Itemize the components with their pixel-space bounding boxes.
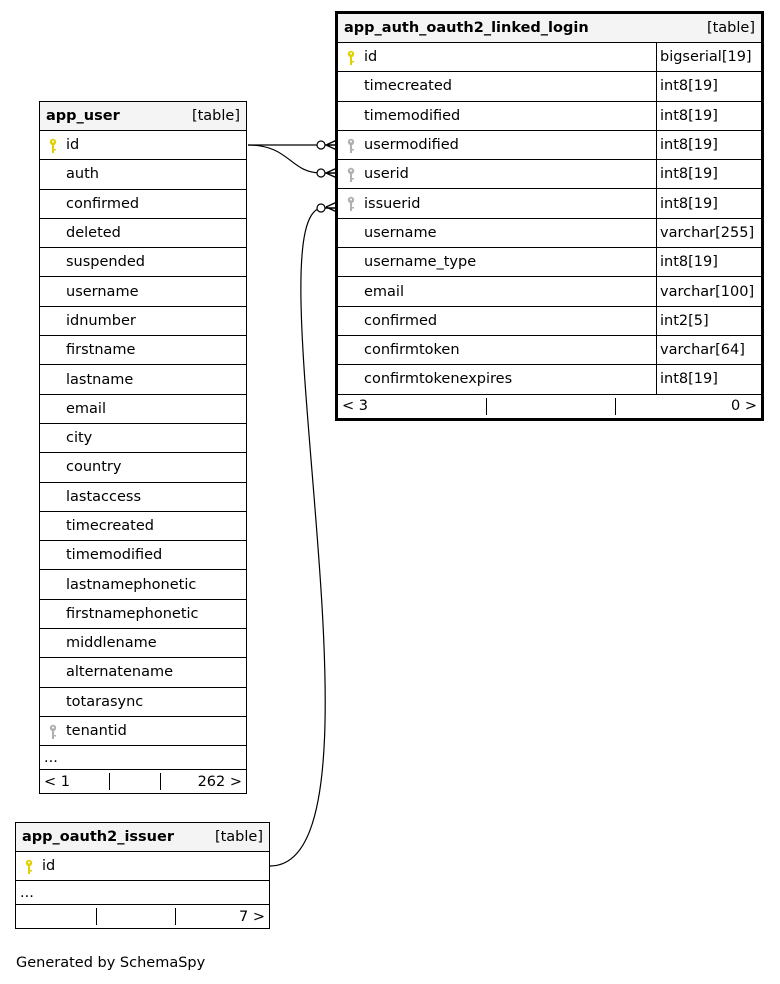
crowfoot-userid [317, 168, 337, 178]
children-count[interactable]: 7 > [239, 908, 265, 925]
column-name: confirmed [66, 195, 140, 212]
column-row[interactable] [40, 190, 246, 219]
crowfoot-usermodified [317, 140, 337, 150]
column-name: timecreated [364, 78, 452, 95]
table-footer [16, 905, 269, 928]
column-row[interactable] [338, 219, 761, 248]
column-name: userid [364, 166, 409, 183]
column-name: middlename [66, 635, 157, 652]
column-name: email [66, 400, 106, 417]
generated-by-label: Generated by SchemaSpy [16, 955, 206, 971]
table-kind: [table] [706, 20, 755, 36]
column-name: id [66, 137, 80, 154]
table-name: app_oauth2_issuer [22, 829, 174, 845]
column-name: username [364, 224, 437, 241]
column-row[interactable] [40, 600, 246, 629]
column-name: lastname [66, 371, 134, 388]
column-row[interactable] [40, 570, 246, 599]
footer-middle [110, 770, 160, 793]
column-type: int8[19] [656, 131, 761, 159]
table-oauth2-issuer[interactable] [15, 822, 270, 929]
column-name: lastnamephonetic [66, 576, 197, 593]
column-type: varchar[255] [656, 219, 761, 247]
column-row[interactable] [338, 189, 761, 218]
primary-key-icon [24, 859, 34, 875]
column-row[interactable] [40, 688, 246, 717]
column-name: city [66, 430, 93, 447]
foreign-key-icon [48, 724, 58, 740]
column-row[interactable] [338, 277, 761, 306]
column-row[interactable] [40, 453, 246, 482]
footer-middle [97, 905, 175, 928]
column-name: usermodified [364, 137, 459, 154]
column-type: varchar[100] [656, 277, 761, 305]
column-name: alternatename [66, 664, 174, 681]
column-row[interactable] [40, 336, 246, 365]
column-row[interactable] [338, 72, 761, 101]
column-name: username_type [364, 254, 477, 271]
column-type: varchar[64] [656, 336, 761, 364]
column-type: int2[5] [656, 307, 761, 335]
table-app-user[interactable] [39, 101, 247, 794]
column-row[interactable] [338, 248, 761, 277]
column-type: int8[19] [656, 102, 761, 130]
column-row[interactable] [40, 512, 246, 541]
column-type: int8[19] [656, 72, 761, 100]
relation-userid-line [248, 145, 321, 173]
column-type: int8[19] [656, 189, 761, 217]
column-row[interactable] [40, 219, 246, 248]
column-type: int8[19] [656, 248, 761, 276]
column-row[interactable] [40, 717, 246, 746]
table-linked-login[interactable] [335, 11, 764, 421]
more-columns[interactable]: ... [16, 881, 269, 905]
column-row[interactable] [338, 43, 761, 72]
foreign-key-icon [346, 167, 356, 183]
column-name: timemodified [364, 107, 461, 124]
parents-count[interactable]: < 1 [44, 773, 70, 790]
column-name: issuerid [364, 195, 421, 212]
column-name: id [364, 49, 378, 66]
foreign-key-icon [346, 196, 356, 212]
column-name: confirmtokenexpires [364, 371, 513, 388]
column-row[interactable] [338, 131, 761, 160]
table-kind: [table] [191, 108, 240, 124]
table-kind: [table] [214, 829, 263, 845]
column-name: timemodified [66, 547, 163, 564]
column-name: email [364, 283, 404, 300]
column-row[interactable] [40, 541, 246, 570]
crowfoot-issuerid [317, 202, 337, 212]
column-name: country [66, 459, 122, 476]
column-row[interactable] [338, 160, 761, 189]
column-name: lastaccess [66, 488, 142, 505]
column-row[interactable] [338, 336, 761, 365]
more-columns[interactable]: ... [40, 746, 246, 770]
column-name: idnumber [66, 312, 136, 329]
column-row[interactable] [338, 307, 761, 336]
column-type: int8[19] [656, 160, 761, 188]
relation-issuerid-line [270, 208, 325, 866]
column-row[interactable] [40, 658, 246, 687]
column-row[interactable] [40, 395, 246, 424]
footer-middle [487, 395, 615, 418]
column-row[interactable] [16, 852, 269, 881]
column-row[interactable] [40, 277, 246, 306]
column-row[interactable] [338, 102, 761, 131]
column-name: deleted [66, 225, 121, 242]
column-name: id [42, 858, 56, 875]
column-row[interactable] [338, 365, 761, 394]
primary-key-icon [346, 50, 356, 66]
column-row[interactable] [40, 365, 246, 394]
column-row[interactable] [40, 131, 246, 160]
column-name: username [66, 283, 139, 300]
foreign-key-icon [346, 138, 356, 154]
parents-count[interactable]: < 3 [342, 398, 368, 415]
column-row[interactable] [40, 483, 246, 512]
column-row[interactable] [40, 307, 246, 336]
table-footer [338, 395, 761, 418]
primary-key-icon [48, 138, 58, 154]
parents-count[interactable] [16, 905, 96, 928]
column-name: confirmtoken [364, 342, 460, 359]
column-row[interactable] [40, 160, 246, 189]
column-name: firstname [66, 342, 136, 359]
table-name: app_user [46, 108, 120, 124]
column-name: totarasync [66, 693, 144, 710]
column-name: timecreated [66, 518, 154, 534]
column-row[interactable] [40, 248, 246, 277]
table-header [16, 823, 269, 852]
column-name: confirmed [364, 312, 438, 329]
children-count[interactable]: 0 > [731, 398, 757, 415]
column-type: bigserial[19] [656, 43, 761, 71]
children-count[interactable]: 262 > [197, 773, 242, 790]
column-name: tenantid [66, 723, 127, 740]
table-footer [40, 770, 246, 793]
column-name: suspended [66, 254, 145, 271]
column-row[interactable] [40, 424, 246, 453]
column-row[interactable] [40, 629, 246, 658]
column-name: auth [66, 166, 99, 183]
column-name: firstnamephonetic [66, 605, 199, 622]
table-header [338, 14, 761, 43]
table-name: app_auth_oauth2_linked_login [344, 20, 589, 36]
column-type: int8[19] [656, 365, 761, 393]
table-header [40, 102, 246, 131]
